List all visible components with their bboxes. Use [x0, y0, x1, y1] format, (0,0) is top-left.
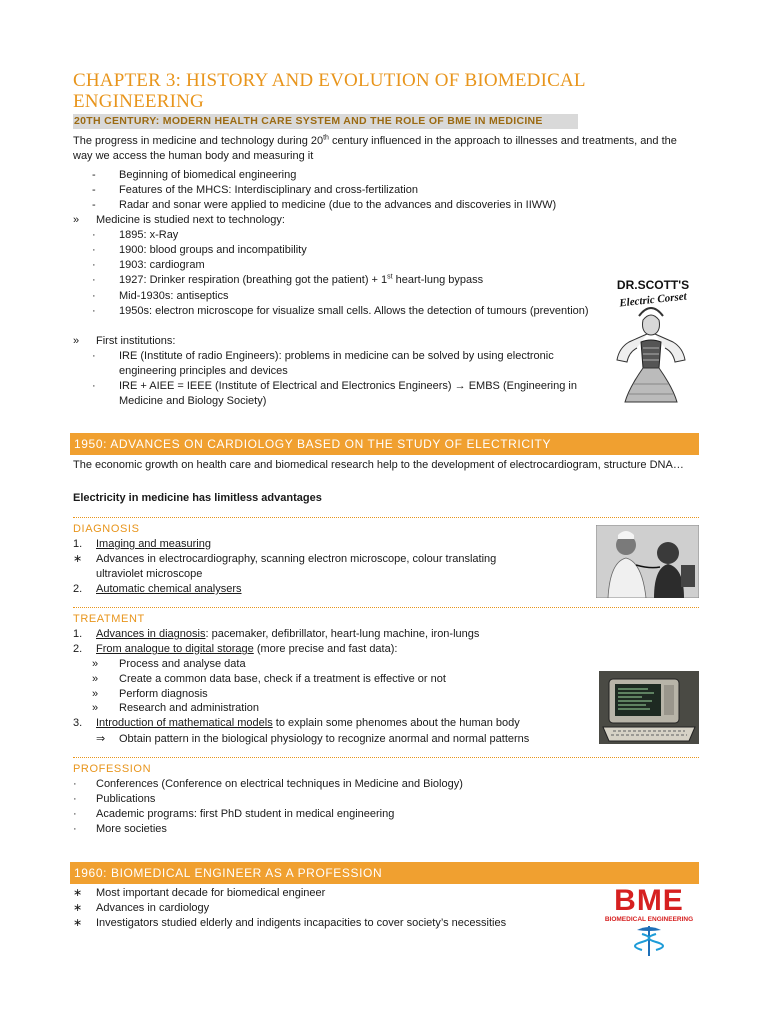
middot-marker: ·: [92, 229, 96, 241]
middot-marker: ·: [73, 778, 77, 790]
section-band-1950: 1950: ADVANCES ON CARDIOLOGY BASED ON THE STUDY OF ELECTRICITY: [70, 433, 699, 455]
raquo-marker: »: [92, 688, 99, 700]
double-arrow-icon: ⇒: [96, 733, 106, 745]
section-1950-bold-line: Electricity in medicine has limitless advantages: [73, 492, 322, 504]
diagnosis-label: DIAGNOSIS: [73, 523, 140, 535]
computer-photo: [599, 671, 699, 744]
doctor-patient-photo: [596, 525, 699, 598]
subheading: 20TH CENTURY: MODERN HEALTH CARE SYSTEM AND THE ROLE OF BME IN MEDICINE: [73, 114, 578, 129]
arrow-icon: →: [454, 380, 466, 392]
raquo-marker: »: [73, 335, 80, 347]
section-band-1960: 1960: BIOMEDICAL ENGINEER AS A PROFESSION: [70, 862, 699, 884]
bme-logo-letters: BME: [614, 884, 684, 917]
computer-terminal-icon: [599, 671, 699, 744]
document-page: CHAPTER 3: HISTORY AND EVOLUTION OF BIOMEDICAL ENGINEERING 20TH CENTURY: MODERN HEALTH CARE SYSTEM AND THE ROLE OF BME IN MEDICINE The progress in medicine and technology during 20th century influenced in the approach to illnesses and treatments, and the way we access the human body and measuring it - Beginning of biomedical engineering - Features of the MHCS: Interdisciplinary and cross-fertilization - Radar and sonar were applied to medicine (due to the advances and discoveries in IIWW) » Medicine is studied next to technology: · 1895: x-Ray · 1900: blood groups and incompatibility · 1903: cardiogram · 1927: Drinker respiration (breathing got the patient) + 1st heart-lung bypass · Mid-1930s: antiseptics · 1950s: electron microscope for visualize small cells. Allows the detection of tumours (prevention) » First institutions: · IRE (Institute of radio Engineers): problems in medicine can be solved by using electronic engineering principles and devices · IRE + AIEE = IEEE (Institute of Electrical and Electronics Engineers) → EMBS (Engineering in Medicine and Biology Society) DR.SCOTT'S Electric Corset 1950: ADVANCES ON CARDIOLOGY BASED ON THE STUDY OF ELECTRICITY The economic growth on health care and biomedical research help to the development of electrocardiogram, structure DNA… Electricity in medicine has limitless advantages DIAGNOSIS 1. Imaging and measuring ∗ Advances in electrocardiography, scanning electron microscope, colour translating ultraviolet microscope 2. Automatic chemical analysers TREATMENT 1. Advances in diagnosis: pacemaker, defibrillator, heart-lung machine, iron-lungs 2. From analogue to digital storage (more precise and fast data): » Process and analyse data » Create a common data base, check if a treatment is effective or not » Perform diagnosis » Research and administration 3. Introduction of mathematical models to explain some phenomes about the human body ⇒ Obtain pattern in the biological physiology to recognize anormal and normal patterns PROFESSION · Conferences (Conference on electrical techniques in Medicine and Biology) · Publications · Academic programs: first PhD student in medical engineering · More societies 1960: BIOMEDICAL ENGINEER AS A PROFESSION ∗ Most important decade for biomedical engineer ∗ Advances in cardiology ∗ Investigators studied elderly and indigents incapacities to cover society’s necessities BME BIOMEDICAL ENGINEERING: [0, 0, 768, 1024]
corset-title-line1: DR.SCOTT'S: [616, 278, 690, 292]
raquo-marker: »: [73, 214, 80, 226]
raquo-marker: »: [92, 673, 99, 685]
middot-marker: ·: [92, 350, 96, 362]
treatment-label: TREATMENT: [73, 613, 145, 625]
middot-marker: ·: [92, 380, 96, 392]
raquo-marker: »: [92, 702, 99, 714]
chapter-title: CHAPTER 3: HISTORY AND EVOLUTION OF BIOMEDICAL ENGINEERING: [73, 70, 586, 112]
middot-marker: ·: [92, 305, 96, 317]
dash-marker: -: [92, 184, 96, 196]
raquo-marker: »: [92, 658, 99, 670]
bme-logo-subtitle: BIOMEDICAL ENGINEERING: [604, 916, 694, 923]
doctor-photo-icon: [596, 525, 699, 598]
dotted-divider: [73, 607, 699, 608]
corset-title-line2: Electric Corset: [618, 290, 688, 310]
dash-marker: -: [92, 199, 96, 211]
star-marker: ∗: [73, 553, 83, 565]
intro-paragraph: The progress in medicine and technology during 20th century influenced in the approach to illnesses and treatments, and the way we access the human body and measuring it: [73, 134, 677, 162]
middot-marker: ·: [73, 823, 77, 835]
profession-label: PROFESSION: [73, 763, 152, 775]
middot-marker: ·: [92, 259, 96, 271]
dotted-divider: [73, 517, 699, 518]
section-1950-paragraph: The economic growth on health care and biomedical research help to the development of electrocardiogram, structure DNA…: [73, 459, 684, 471]
bme-logo: [598, 886, 700, 956]
dotted-divider: [73, 757, 699, 758]
star-marker: ∗: [73, 902, 83, 914]
middot-marker: ·: [92, 274, 96, 286]
middot-marker: ·: [73, 808, 77, 820]
middot-marker: ·: [92, 244, 96, 256]
dash-marker: -: [92, 169, 96, 181]
middot-marker: ·: [73, 793, 77, 805]
star-marker: ∗: [73, 917, 83, 929]
star-marker: ∗: [73, 887, 83, 899]
corset-illustration: [603, 276, 699, 404]
middot-marker: ·: [92, 290, 96, 302]
caduceus-icon: [634, 924, 664, 956]
